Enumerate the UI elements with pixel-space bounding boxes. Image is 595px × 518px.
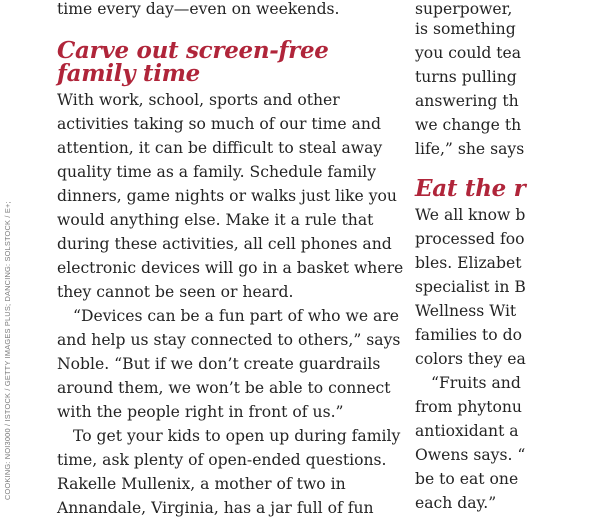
body-line: would anything else. Make it a rule that — [57, 211, 374, 229]
body-line: answering th — [415, 92, 519, 110]
body-line: attention, it can be difficult to steal away — [57, 139, 383, 157]
body-line: turns pulling — [415, 68, 517, 86]
body-line: quality time as a family. Schedule family — [57, 163, 377, 181]
section-heading: Eat the r — [415, 175, 526, 202]
body-line: we change th — [415, 116, 522, 134]
body-line: Wellness Wit — [415, 302, 517, 320]
section-heading-line: family time — [57, 60, 201, 87]
body-line: To get your kids to open up during family — [73, 427, 401, 445]
section-heading-line: Carve out screen-free — [57, 37, 329, 64]
body-line: Owens says. “ — [415, 446, 526, 464]
body-line: life,” she says — [415, 140, 525, 158]
body-line: around them, we won’t be able to connect — [57, 379, 391, 397]
body-line: you could tea — [415, 44, 522, 62]
body-line: bles. Elizabet — [415, 254, 522, 272]
body-line: time, ask plenty of open-ended questions. — [57, 451, 387, 469]
body-line: is something — [415, 20, 516, 38]
body-line: processed foo — [415, 230, 525, 248]
body-line: and help us stay connected to others,” says — [57, 331, 401, 349]
body-line: each day.” — [415, 494, 497, 512]
body-line: Noble. “But if we don’t create guardrails — [57, 355, 381, 373]
body-line: with the people right in front of us.” — [57, 403, 344, 421]
body-line: time every day—even on weekends. — [57, 0, 340, 18]
body-line: Rakelle Mullenix, a mother of two in — [57, 475, 346, 493]
photo-credit: COOKING: NOI3000 / ISTOCK / GETTY IMAGES PLUS; DANCING: SOLSTOCK / E+; — [3, 201, 12, 500]
body-line: specialist in B — [415, 278, 526, 296]
body-line: superpower, — [415, 0, 513, 18]
body-line: With work, school, sports and other — [57, 91, 340, 109]
body-line: We all know b — [415, 206, 526, 224]
body-line: from phytonu — [415, 398, 522, 416]
body-line: they cannot be seen or heard. — [57, 283, 294, 301]
body-line: electronic devices will go in a basket where — [57, 259, 404, 277]
body-line: “Fruits and — [431, 374, 521, 392]
body-line: “Devices can be a fun part of who we are — [73, 307, 400, 325]
body-line: families to do — [415, 326, 522, 344]
body-line: during these activities, all cell phones and — [57, 235, 392, 253]
body-line: Annandale, Virginia, has a jar full of fun — [57, 499, 374, 517]
body-line: colors they ea — [415, 350, 526, 368]
body-line: activities taking so much of our time and — [57, 115, 381, 133]
body-line: be to eat one — [415, 470, 519, 488]
body-line: antioxidant a — [415, 422, 519, 440]
body-line: dinners, game nights or walks just like you — [57, 187, 397, 205]
